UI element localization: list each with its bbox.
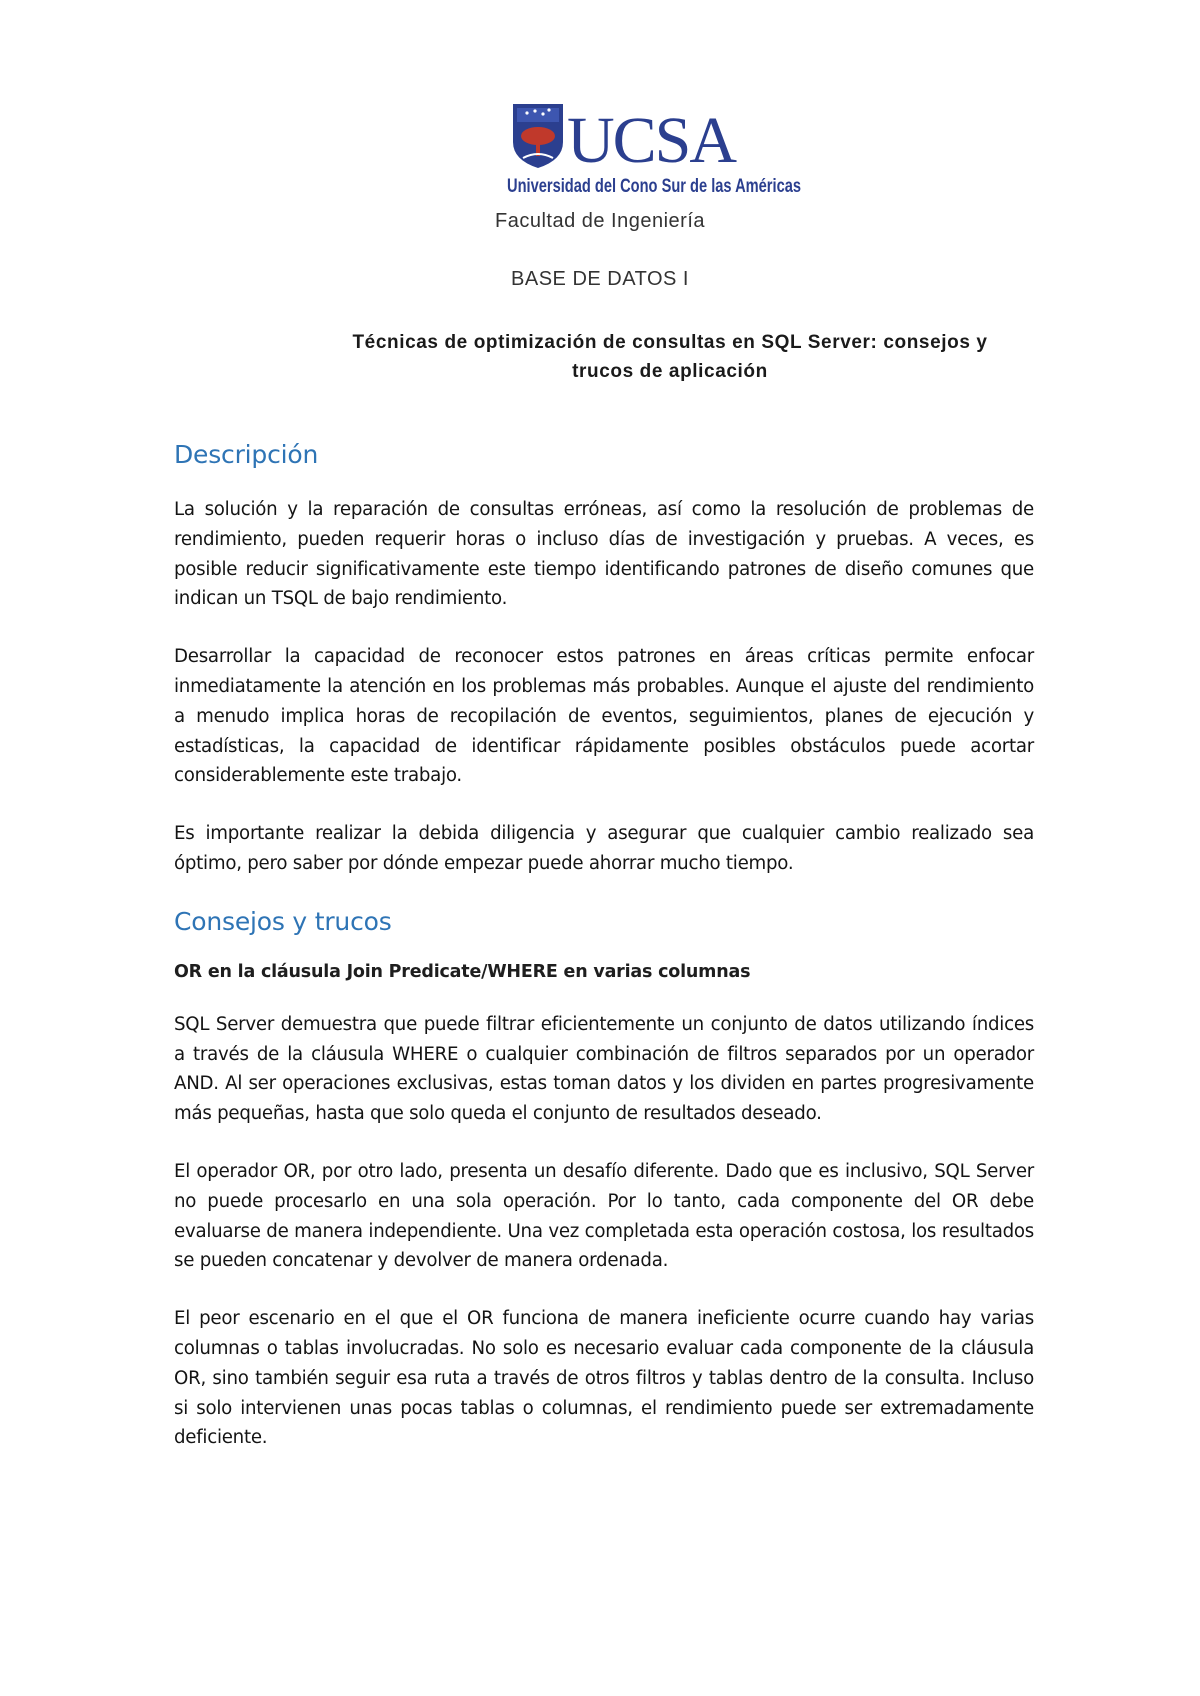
paragraph: SQL Server demuestra que puede filtrar eficientemente un conjunto de datos utilizando índices a través de la cláusula WHERE o cualquier combinación de filtros separados por un operador AND. Al ser operaciones exclusivas, estas toman datos y los dividen en partes progresivamente más pequeñas, hasta que solo queda el conjunto de resultados deseado. [174, 1013, 1034, 1125]
university-logo [505, 98, 805, 200]
faculty-name: Facultad de Ingeniería [494, 210, 706, 232]
paragraph: Es importante realizar la debida diligencia y asegurar que cualquier cambio realizado sea óptimo, pero saber por dónde empezar puede ahorrar mucho tiempo. [174, 823, 1034, 874]
paragraph: Desarrollar la capacidad de reconocer estos patrones en áreas críticas permite enfocar inmediatamente la atención en los problemas más probables. Aunque el ajuste del rendimiento a menudo implica horas de recopilación de eventos, seguimientos, planes de ejecución y estadísticas, la capacidad de identificar rápidamente posibles obstáculos puede acortar considerablemente este trabajo. [174, 646, 1034, 787]
document-title [300, 328, 1040, 386]
section-heading-consejos: Consejos y trucos [174, 906, 392, 936]
paragraph: El operador OR, por otro lado, presenta un desafío diferente. Dado que es inclusivo, SQL Server no puede procesarlo en una sola operación. Por lo tanto, cada componente del OR debe evaluarse de manera independiente. Una vez completada esta operación costosa, los resultados se pueden concatenar y devolver de manera ordenada. [174, 1160, 1034, 1272]
ucsa-logo-graphic [505, 98, 805, 200]
section-heading-descripcion: Descripción [174, 440, 319, 469]
paragraph: La solución y la reparación de consultas erróneas, así como la resolución de problemas de rendimiento, pueden requerir horas o incluso días de investigación y pruebas. A veces, es posible reducir significativamente este tiempo identificando patrones de diseño comunes que indican un TSQL de bajo rendimiento. [174, 499, 1034, 610]
crest-icon [513, 104, 563, 168]
document-title-line-2: trucos de aplicación [572, 361, 768, 382]
logo-university-name: Universidad del Cono Sur de las Américas [507, 175, 802, 197]
logo-acronym: UCSA [567, 104, 736, 177]
document-body [174, 440, 1034, 1481]
subheading: OR en la cláusula Join Predicate/WHERE en varias columnas [174, 961, 751, 982]
paragraph: El peor escenario en el que el OR funciona de manera ineficiente ocurre cuando hay varias columnas o tablas involucradas. No solo es necesario evaluar cada componente de la cláusula OR, sino también seguir esa ruta a través de otros filtros y tablas dentro de la consulta. Incluso si solo intervienen unas pocas tablas o columnas, el rendimiento puede ser extremadamente deficiente. [174, 1308, 1034, 1449]
document-title-line-1: Técnicas de optimización de consultas en SQL Server: consejos y [352, 332, 988, 353]
course-name: BASE DE DATOS I [511, 268, 689, 290]
